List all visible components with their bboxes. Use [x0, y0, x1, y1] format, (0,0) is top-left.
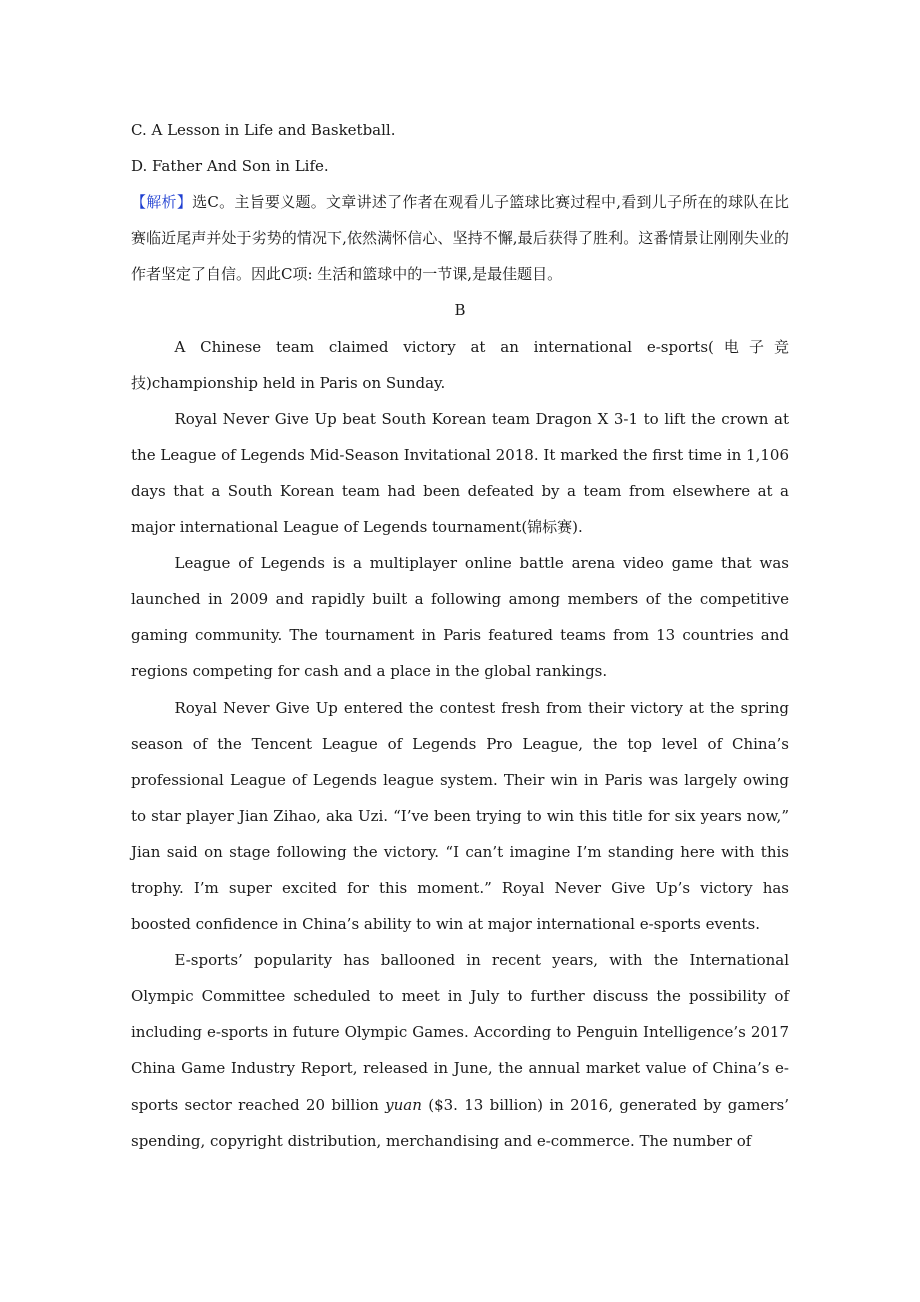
- paragraph-5-text-a: E-sports’ popularity has ballooned in recent years, with the International Olympic Committee scheduled to meet in July to further discuss the possibility of including e-sports in future Olympic Games. According to Penguin Intelligence’s 2017 China Game Industry Report, released in June, the annual market value of China’s e-sports sector reached 20 billion: [131, 951, 789, 1114]
- analysis-tag: 【解析】: [131, 193, 193, 212]
- option-d: D. Father And Son in Life.: [131, 157, 329, 176]
- paragraph-2: Royal Never Give Up beat South Korean team Dragon X 3-1 to lift the crown at the League of Legends Mid-Season Invitational 2018. It marked the first time in 1,106 days that a South Korean team had been defeated by a team from elsewhere at a major international League of Legends tournament(锦标赛).: [131, 409, 789, 537]
- paragraph-5-italic: yuan: [385, 1095, 422, 1114]
- section-heading: B: [454, 301, 466, 320]
- paragraph-5: [131, 942, 789, 1159]
- paragraph-4: Royal Never Give Up entered the contest fresh from their victory at the spring season of the Tencent League of Legends Pro League, the top level of China’s professional League of Legends league system. Their win in Paris was largely owing to star player Jian Zihao, aka Uzi. “I’ve been trying to win this title for six years now,” Jian said on stage following the victory. “I can’t imagine I’m standing here with this trophy. I’m super excited for this moment.” Royal Never Give Up’s victory has boosted confidence in China’s ability to win at major international e-sports events.: [131, 698, 789, 934]
- paragraph-1: A Chinese team claimed victory at an international e-sports(电子竞技)championship held in Paris on Sunday.: [131, 337, 789, 392]
- paragraph-5-text-b: ($3. 13 billion) in 2016, generated by gamers’ spending, copyright distribution, merchandising and e-commerce. The number of: [131, 1095, 790, 1150]
- option-c: C. A Lesson in Life and Basketball.: [131, 121, 396, 139]
- paragraph-3: League of Legends is a multiplayer online battle arena video game that was launched in 2009 and rapidly built a following among members of the competitive gaming community. The tournament in Paris featured teams from 13 countries and regions competing for cash and a place in the global rankings.: [131, 554, 789, 681]
- document-page: [131, 112, 789, 1159]
- analysis-paragraph: [131, 184, 789, 292]
- analysis-text: 选C。主旨要义题。文章讲述了作者在观看儿子篮球比赛过程中,看到儿子所在的球队在比赛临近尾声并处于劣势的情况下,依然满怀信心、坚持不懈,最后获得了胜利。这番情景让刚刚失业的作者坚定了自信。因此C项: 生活和篮球中的一节课,是最佳题目。: [131, 193, 789, 284]
